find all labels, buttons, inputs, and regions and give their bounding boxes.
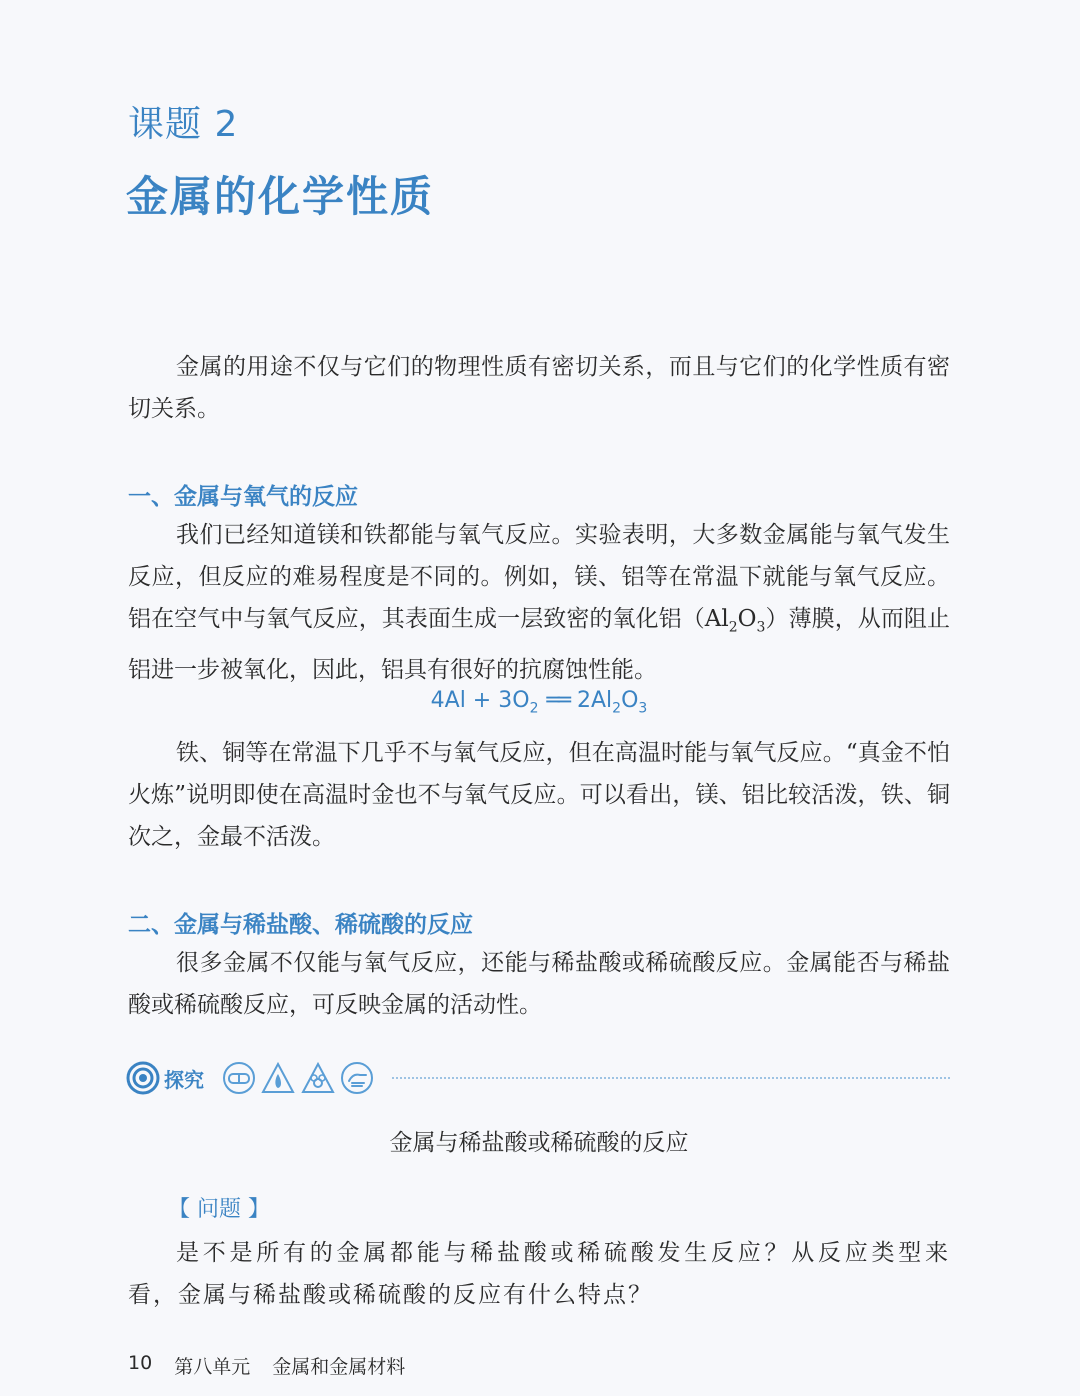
question-text: 是不是所有的金属都能与稀盐酸或稀硫酸发生反应？从反应类型来看，金属与稀盐酸或稀硫酸的反应有什么特点？ bbox=[128, 1240, 950, 1308]
safety-icons bbox=[222, 1061, 374, 1095]
lesson-number: 课题 2 bbox=[128, 104, 239, 145]
oxygen-paragraph-2: 铁、铜等在常温下几乎不与氧气反应，但在高温时能与氧气反应。“真金不怕火炼”说明即使在高温时金也不与氧气反应。可以看出，镁、铝比较活泼，铁、铜次之，金最不活泼。 bbox=[128, 740, 950, 850]
hand-wash-icon bbox=[340, 1061, 374, 1095]
activity-title: 金属与稀盐酸或稀硫酸的反应 bbox=[389, 1130, 689, 1156]
page-number: 10 bbox=[128, 1352, 153, 1374]
intro-paragraph: 金属的用途不仅与它们的物理性质有密切关系，而且与它们的化学性质有密切关系。 bbox=[128, 354, 950, 422]
section-heading-oxygen: 一、金属与氧气的反应 bbox=[128, 484, 358, 510]
target-icon bbox=[126, 1061, 160, 1095]
flame-warning-icon bbox=[260, 1061, 296, 1095]
explore-label: 探究 bbox=[164, 1067, 204, 1092]
aluminium-oxide-formula: $Al_2O_3$ bbox=[704, 606, 766, 636]
unit-title: 金属和金属材料 bbox=[272, 1356, 406, 1378]
hazard-warning-icon bbox=[300, 1061, 336, 1095]
dotted-rule bbox=[392, 1077, 950, 1079]
acid-paragraph: 很多金属不仅能与氧气反应，还能与稀盐酸或稀硫酸反应。金属能否与稀盐酸或稀硫酸反应，可反映金属的活动性。 bbox=[128, 950, 950, 1018]
unit-label: 第八单元 bbox=[174, 1356, 251, 1378]
section-heading-acid: 二、金属与稀盐酸、稀硫酸的反应 bbox=[128, 912, 473, 938]
goggles-icon bbox=[222, 1061, 256, 1095]
oxygen-paragraph-1-before: 我们已经知道镁和铁都能与氧气反应。实验表明，大多数金属能与氧气发生反应，但反应的难易程度是不同的。例如，镁、铝等在常温下就能与氧气反应。铝在空气中与氧气反应，其表面生成一层致密的氧化铝（ bbox=[128, 522, 950, 632]
oxygen-paragraph-1-after: ）薄膜，从而阻止铝进一步被氧化，因此，铝具有很好的抗腐蚀性能。 bbox=[128, 606, 951, 683]
aluminium-oxidation-equation: $4Al + 3O_2$ ══ $2Al_2O_3$ bbox=[430, 688, 648, 717]
explore-bar bbox=[126, 1058, 950, 1098]
question-label: 【 问题 】 bbox=[168, 1197, 270, 1222]
page-footer bbox=[128, 1352, 405, 1379]
oxygen-paragraph-1 bbox=[128, 514, 950, 691]
equals-sign: ══ bbox=[546, 688, 569, 713]
lesson-title: 金属的化学性质 bbox=[126, 172, 435, 221]
